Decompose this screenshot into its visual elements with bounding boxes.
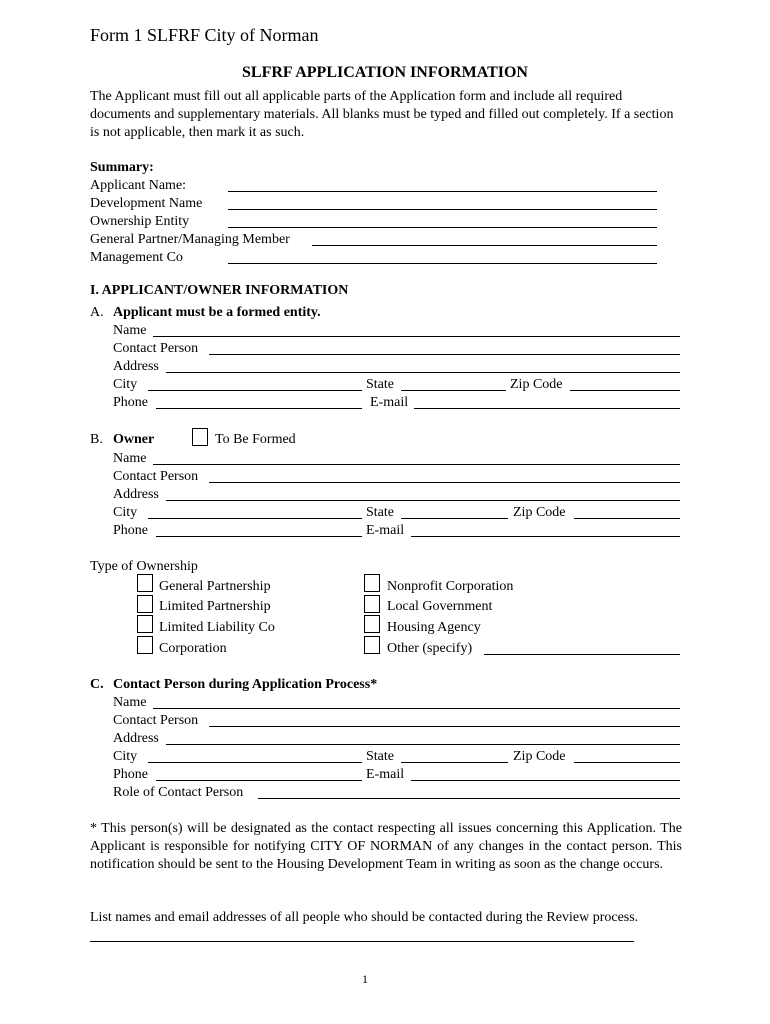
- ownership-heading: Type of Ownership: [90, 559, 198, 574]
- other-specify-checkbox[interactable]: [364, 636, 380, 654]
- c-state-label: State: [366, 749, 394, 764]
- a-zip-field[interactable]: [570, 390, 680, 391]
- b-name-field[interactable]: [153, 464, 680, 465]
- other-specify-field[interactable]: [484, 654, 680, 655]
- b-phone-label: Phone: [113, 523, 148, 538]
- a-name-field[interactable]: [153, 336, 680, 337]
- local-government-checkbox[interactable]: [364, 595, 380, 613]
- a-contact-label: Contact Person: [113, 341, 199, 356]
- limited-partnership-label: Limited Partnership: [159, 599, 271, 614]
- section-a-letter: A.: [90, 305, 104, 320]
- b-city-label: City: [113, 505, 138, 520]
- corporation-checkbox[interactable]: [137, 636, 153, 654]
- c-zip-label: Zip Code: [513, 749, 566, 764]
- page-number: 1: [362, 972, 368, 986]
- a-contact-field[interactable]: [209, 354, 680, 355]
- c-name-field[interactable]: [153, 708, 680, 709]
- to-be-formed-checkbox[interactable]: [192, 428, 208, 446]
- summary-applicant-name-field[interactable]: [228, 191, 657, 192]
- b-zip-field[interactable]: [574, 518, 680, 519]
- summary-development-name-field[interactable]: [228, 209, 657, 210]
- c-name-label: Name: [113, 695, 147, 710]
- housing-agency-label: Housing Agency: [387, 620, 481, 635]
- a-city-label: City: [113, 377, 138, 392]
- b-email-field[interactable]: [411, 536, 680, 537]
- c-email-field[interactable]: [411, 780, 680, 781]
- c-city-field[interactable]: [148, 762, 362, 763]
- summary-label-management-co: Management Co: [90, 250, 183, 265]
- general-partnership-label: General Partnership: [159, 579, 271, 594]
- a-phone-field[interactable]: [156, 408, 362, 409]
- review-contacts-instruction: List names and email addresses of all people who should be contacted during the Review process.: [90, 910, 639, 925]
- b-address-label: Address: [113, 487, 159, 502]
- c-state-field[interactable]: [401, 762, 508, 763]
- summary-label-development-name: Development Name: [90, 196, 203, 211]
- c-address-label: Address: [113, 731, 159, 746]
- a-phone-label: Phone: [113, 395, 148, 410]
- summary-heading: Summary:: [90, 160, 154, 175]
- section-1-heading: I. APPLICANT/OWNER INFORMATION: [90, 283, 349, 298]
- nonprofit-corporation-label: Nonprofit Corporation: [387, 579, 514, 594]
- limited-liability-co-checkbox[interactable]: [137, 615, 153, 633]
- section-b-letter: B.: [90, 432, 103, 447]
- b-email-label: E-mail: [366, 523, 405, 538]
- limited-partnership-checkbox[interactable]: [137, 595, 153, 613]
- page-title: SLFRF APPLICATION INFORMATION: [242, 64, 528, 81]
- b-contact-label: Contact Person: [113, 469, 199, 484]
- summary-label-ownership-entity: Ownership Entity: [90, 214, 190, 229]
- summary-ownership-entity-field[interactable]: [228, 227, 657, 228]
- c-phone-label: Phone: [113, 767, 148, 782]
- a-zip-label: Zip Code: [510, 377, 563, 392]
- a-name-label: Name: [113, 323, 147, 338]
- a-state-label: State: [366, 377, 394, 392]
- summary-label-applicant-name: Applicant Name:: [90, 178, 187, 193]
- b-name-label: Name: [113, 451, 147, 466]
- b-state-field[interactable]: [401, 518, 508, 519]
- nonprofit-corporation-checkbox[interactable]: [364, 574, 380, 592]
- summary-management-co-field[interactable]: [228, 263, 657, 264]
- section-b-heading: Owner: [113, 432, 155, 447]
- b-city-field[interactable]: [148, 518, 362, 519]
- c-zip-field[interactable]: [574, 762, 680, 763]
- form-header: Form 1 SLFRF City of Norman: [90, 25, 319, 45]
- a-email-field[interactable]: [414, 408, 680, 409]
- summary-general-partner-field[interactable]: [312, 245, 657, 246]
- limited-liability-co-label: Limited Liability Co: [159, 620, 275, 635]
- intro-paragraph: The Applicant must fill out all applicable parts of the Application form and include all required documents and supplementary materials. All blanks must be typed and filled out completely. If a section is not applicable, then mark it as such.: [90, 89, 674, 140]
- section-c-heading: Contact Person during Application Process*: [113, 677, 378, 692]
- housing-agency-checkbox[interactable]: [364, 615, 380, 633]
- c-city-label: City: [113, 749, 138, 764]
- section-a-heading: Applicant must be a formed entity.: [113, 305, 321, 320]
- c-address-field[interactable]: [166, 744, 680, 745]
- a-address-field[interactable]: [166, 372, 680, 373]
- a-email-label: E-mail: [370, 395, 409, 410]
- c-email-label: E-mail: [366, 767, 405, 782]
- b-zip-label: Zip Code: [513, 505, 566, 520]
- local-government-label: Local Government: [387, 599, 493, 614]
- section-c-letter: C.: [90, 677, 104, 692]
- c-role-field[interactable]: [258, 798, 680, 799]
- review-contacts-field[interactable]: [90, 941, 634, 942]
- contact-footnote: * This person(s) will be designated as the contact respecting all issues concerning this Application. The Applicant is responsible for notifying CITY OF NORMAN of any changes in the contact person. This notification should be sent to the Housing Development Team in writing as soon as the change occurs.: [90, 821, 682, 872]
- general-partnership-checkbox[interactable]: [137, 574, 153, 592]
- b-phone-field[interactable]: [156, 536, 362, 537]
- c-phone-field[interactable]: [156, 780, 362, 781]
- b-address-field[interactable]: [166, 500, 680, 501]
- c-role-label: Role of Contact Person: [113, 785, 244, 800]
- to-be-formed-label: To Be Formed: [215, 432, 296, 447]
- c-contact-field[interactable]: [209, 726, 680, 727]
- other-specify-label: Other (specify): [387, 641, 473, 656]
- summary-label-general-partner: General Partner/Managing Member: [90, 232, 290, 247]
- b-state-label: State: [366, 505, 394, 520]
- corporation-label: Corporation: [159, 641, 227, 656]
- a-state-field[interactable]: [401, 390, 506, 391]
- a-city-field[interactable]: [148, 390, 362, 391]
- b-contact-field[interactable]: [209, 482, 680, 483]
- a-address-label: Address: [113, 359, 159, 374]
- c-contact-label: Contact Person: [113, 713, 199, 728]
